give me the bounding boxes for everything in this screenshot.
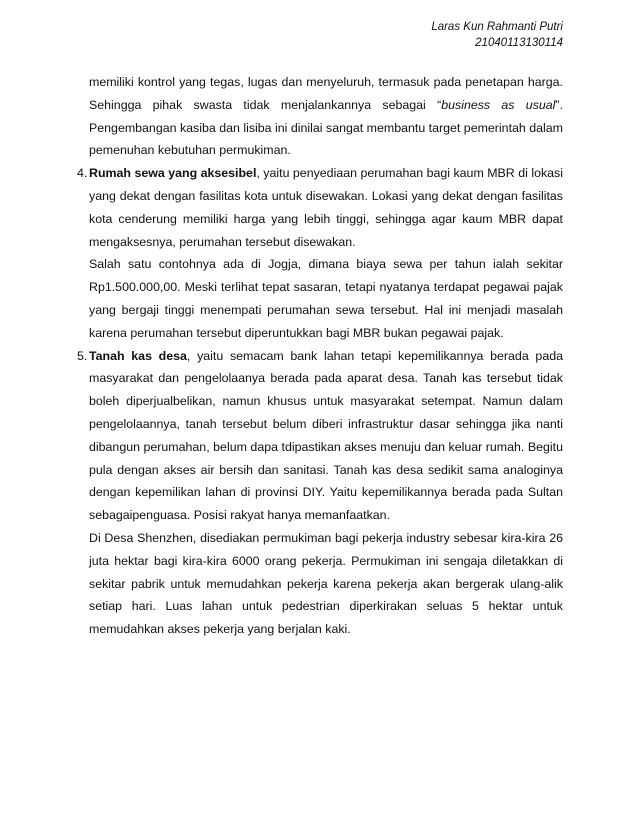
- item-4-example: Salah satu contohnya ada di Jogja, dimana biaya sewa per tahun ialah sekitar Rp1.500.000,00. Meski terlihat tepat sasaran, tetapi nyatanya terdapat pegawai pajak yang bergaji tinggi menempati perumahan sewa tersebut. Hal ini menjadi masalah karena perumahan tersebut diperuntukkan bagi MBR bukan pegawai pajak.: [89, 257, 563, 340]
- item-4-title: Rumah sewa yang aksesibel: [89, 166, 257, 181]
- item-4-number: 4.: [77, 166, 88, 181]
- item-5-paragraph: [89, 345, 563, 527]
- list-item-4: [77, 162, 563, 344]
- intro-italic: business as usual: [441, 97, 556, 112]
- intro-text-1: memiliki kontrol yang tegas, lugas dan menyeluruh, termasuk pada penetapan harga. Sehingga pihak swasta tidak menjalankannya sebagai “: [89, 75, 563, 112]
- document-body: [77, 71, 563, 641]
- item-5-number: 5.: [77, 348, 88, 363]
- item-5-body: , yaitu semacam bank lahan tetapi kepemilikannya berada pada masyarakat dan pengelolaanya berada pada aparat desa. Tanah kas tersebut tidak boleh diperjualbelikan, namun khusus untuk masyarakat setempat. Namun dalam pengelolaannya, tanah tersebut belum diberi infrastruktur dasar sehingga jika nanti dibangun perumahan, belum dapa tdipastikan akses menuju dan keluar rumah. Begitu pula dengan akses air bersih dan sanitasi. Tanah kas desa sedikit sama analoginya dengan kepemilikan lahan di provinsi DIY. Yaitu kepemilikannya berada pada Sultan sebagaipenguasa. Posisi rakyat hanya memanfaatkan.: [89, 348, 563, 523]
- item-4-paragraph: [89, 162, 563, 253]
- author-name: Laras Kun Rahmanti Putri: [431, 21, 563, 33]
- list-item-5: [77, 345, 563, 641]
- item-4-body: , yaitu penyediaan perumahan bagi kaum MBR di lokasi yang dekat dengan fasilitas kota untuk disewakan. Lokasi yang dekat dengan fasilitas kota cenderung memiliki harga yang lebih tinggi, sehingga agar kaum MBR dapat mengaksesnya, perumahan tersebut disewakan.: [89, 166, 563, 249]
- intro-text-2: ”. Pengembangan kasiba dan lisiba ini dinilai sangat membantu target pemerintah dalam pemenuhan kebutuhan permukiman.: [89, 97, 563, 158]
- item-5-example: Di Desa Shenzhen, disediakan permukiman bagi pekerja industry sebesar kira-kira 26 juta hektar bagi kira-kira 6000 orang pekerja. Permukiman ini sengaja diletakkan di sekitar pabrik untuk memudahkan pekerja karena pekerja akan bergerak ulang-alik setiap hari. Luas lahan untuk pedestrian diperkirakan seluas 5 hektar untuk memudahkan akses pekerja yang berjalan kaki.: [89, 530, 563, 637]
- student-id: 21040113130114: [475, 37, 563, 49]
- item-5-title: Tanah kas desa: [89, 348, 187, 363]
- intro-paragraph: [77, 71, 563, 162]
- page-header: [431, 19, 563, 51]
